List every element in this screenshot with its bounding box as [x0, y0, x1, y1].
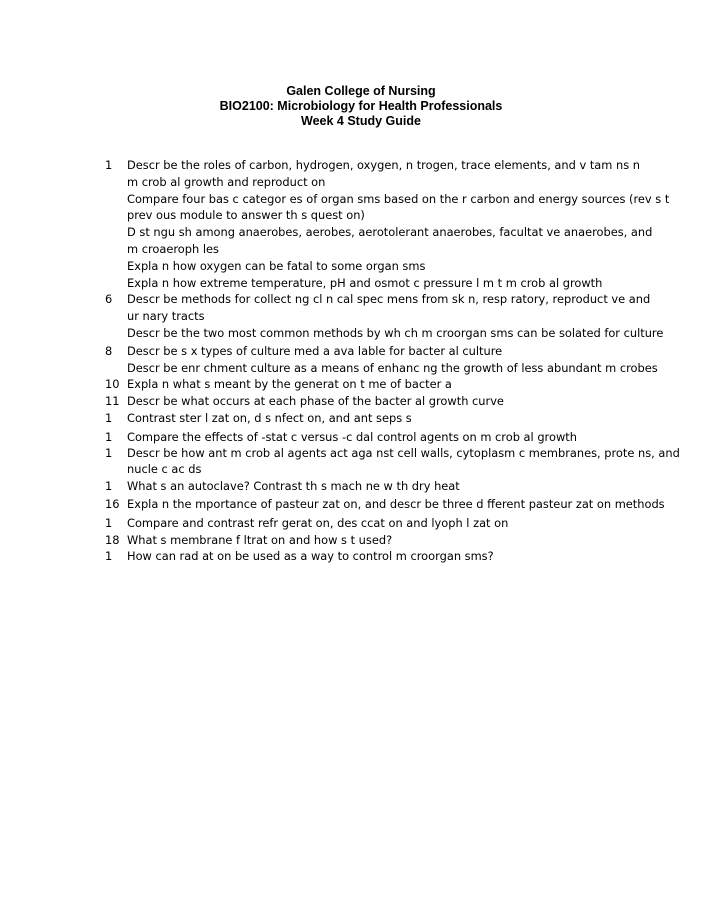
item-text-line: Compare and contrast refr gerat on, des ccat on and lyoph l zat on	[127, 515, 509, 530]
item-text	[127, 496, 665, 513]
item-text	[127, 360, 658, 377]
item-number: 8	[105, 343, 113, 358]
item-text	[127, 258, 632, 275]
study-question-list	[0, 157, 714, 565]
list-item	[0, 191, 714, 225]
item-text-line: What s membrane f ltrat on and how s t used?	[127, 532, 393, 547]
item-text	[127, 478, 632, 495]
item-text-line: Descr be how ant m crob al agents act aga nst cell walls, cytoplasm c membranes, prote ns, and	[127, 445, 680, 460]
item-text-line: m croaeroph les	[127, 241, 219, 256]
item-text	[127, 191, 670, 225]
item-number: 10	[105, 377, 120, 392]
list-item	[0, 445, 714, 479]
document-header	[0, 84, 714, 129]
item-text	[127, 157, 641, 191]
item-text	[127, 224, 653, 258]
item-text-line: ur nary tracts	[127, 309, 205, 324]
item-text-line: How can rad at on be used as a way to control m croorgan sms?	[127, 549, 494, 564]
list-item	[0, 360, 714, 377]
item-text	[127, 343, 632, 360]
list-item	[0, 157, 714, 191]
list-item	[0, 532, 714, 549]
list-item	[0, 291, 714, 325]
item-number: 1	[105, 410, 113, 425]
item-text-line: prev ous module to answer th s quest on)	[127, 208, 365, 223]
guide-title: Week 4 Study Guide	[301, 114, 421, 128]
list-item	[0, 224, 714, 258]
item-text	[127, 275, 632, 292]
item-text-line: Contrast ster l zat on, d s nfect on, and ant seps s	[127, 410, 412, 425]
item-text-line: Descr be methods for collect ng cl n cal spec mens from sk n, resp ratory, reproduct ve and	[127, 292, 651, 307]
list-item	[0, 548, 714, 565]
item-text-line: Descr be enr chment culture as a means of enhanc ng the growth of less abundant m crobes	[127, 360, 658, 375]
list-item	[0, 325, 714, 342]
list-item	[0, 515, 714, 532]
list-item	[0, 343, 714, 360]
list-item	[0, 376, 714, 393]
item-text	[127, 548, 632, 565]
course-title: BIO2100: Microbiology for Health Professionals	[219, 99, 503, 113]
item-number: 1	[105, 549, 113, 564]
item-text	[127, 291, 651, 325]
item-text-line: Compare the effects of -stat c versus -c dal control agents on m crob al growth	[127, 429, 577, 444]
list-item	[0, 393, 714, 410]
item-text-line: nucle c ac ds	[127, 462, 202, 477]
item-number: 1	[105, 479, 113, 494]
item-text	[127, 445, 680, 479]
item-text-line: Expla n how extreme temperature, pH and osmot c pressure l m t m crob al growth	[127, 275, 603, 290]
item-text-line: Expla n the mportance of pasteur zat on, and descr be three d fferent pasteur zat on methods	[127, 496, 665, 511]
item-number: 16	[105, 496, 120, 511]
item-text-line: Descr be s x types of culture med a ava lable for bacter al culture	[127, 343, 503, 358]
item-text-line: m crob al growth and reproduct on	[127, 174, 326, 189]
item-text-line: Descr be what occurs at each phase of the bacter al growth curve	[127, 394, 504, 409]
item-number: 1	[105, 429, 113, 444]
item-number: 6	[105, 292, 113, 307]
list-item	[0, 410, 714, 427]
list-item	[0, 496, 714, 513]
list-item	[0, 429, 714, 446]
item-text-line: Expla n how oxygen can be fatal to some organ sms	[127, 258, 426, 273]
item-number: 1	[105, 445, 113, 460]
item-text	[127, 376, 632, 393]
list-item	[0, 275, 714, 292]
list-item	[0, 478, 714, 495]
item-number: 1	[105, 158, 113, 172]
item-text	[127, 410, 632, 427]
item-text-line: Descr be the two most common methods by wh ch m croorgan sms can be solated for culture	[127, 325, 664, 340]
item-number: 18	[105, 532, 120, 547]
item-text-line: Descr be the roles of carbon, hydrogen, oxygen, n trogen, trace elements, and v tam ns n	[127, 158, 641, 172]
item-text-line: D st ngu sh among anaerobes, aerobes, aerotolerant anaerobes, facultat ve anaerobes, and	[127, 225, 653, 240]
list-item	[0, 258, 714, 275]
item-text	[127, 325, 664, 342]
item-text-line: Expla n what s meant by the generat on t me of bacter a	[127, 377, 452, 392]
item-text	[127, 429, 632, 446]
item-text	[127, 515, 632, 532]
item-text-line: Compare four bas c categor es of organ sms based on the r carbon and energy sources (rev s t	[127, 191, 670, 206]
college-name: Galen College of Nursing	[286, 84, 436, 98]
item-number: 11	[105, 394, 120, 409]
item-text-line: What s an autoclave? Contrast th s mach ne w th dry heat	[127, 479, 460, 494]
item-number: 1	[105, 515, 113, 530]
item-text	[127, 532, 632, 549]
item-text	[127, 393, 632, 410]
